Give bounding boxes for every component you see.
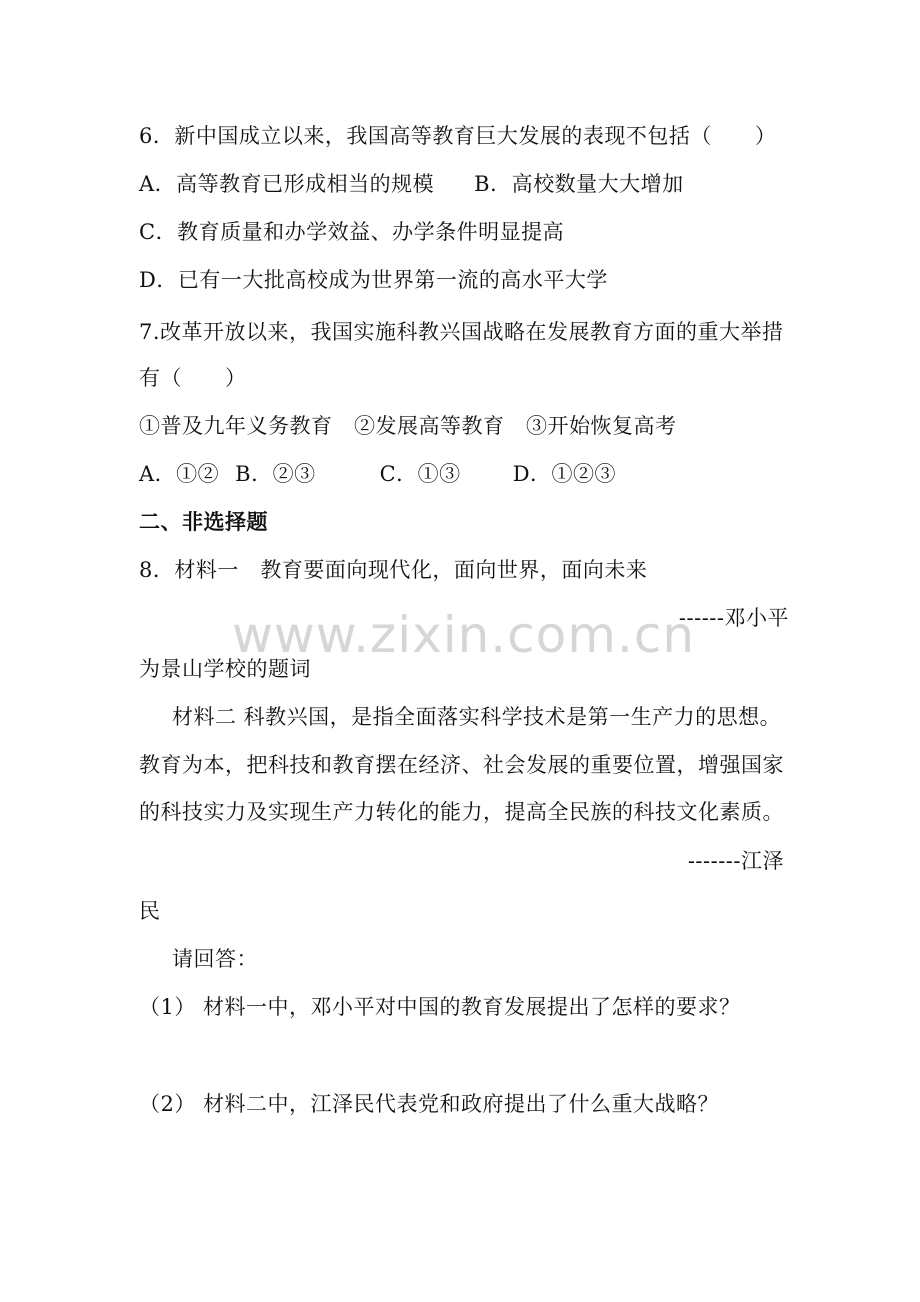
question-6-option-b: B．高校数量大大增加 (474, 172, 684, 196)
question-6-option-c: C．教育质量和办学效益、办学条件明显提高 (139, 220, 565, 244)
question-7-option-b: B．②③ (235, 462, 316, 486)
section-heading: 二、非选择题 (139, 509, 268, 534)
question-7-items: ①普及九年义务教育 ②发展高等教育 ③开始恢复高考 (139, 414, 677, 438)
question-6-options-row-1 (139, 170, 684, 198)
question-6-option-d: D．已有一大批高校成为世界第一流的高水平大学 (139, 268, 608, 292)
material-2-line-1: 材料二 科教兴国，是指全面落实科学技术是第一生产力的思想。 (172, 705, 782, 729)
material-1-note: 为景山学校的题词 (139, 657, 311, 681)
material-2-line-3: 的科技实力及实现生产力转化的能力，提高全民族的科技文化素质。 (139, 800, 784, 824)
sub-question-2: （2） 材料二中，江泽民代表党和政府提出了什么重大战略？ (139, 1092, 720, 1116)
material-2-source-continued: 民 (139, 899, 161, 923)
question-7-options (139, 460, 616, 488)
question-7-option-c: C．①③ (379, 462, 461, 486)
question-6-option-a: A．高等教育已形成相当的规模 (139, 172, 435, 196)
material-2-source: -------江泽 (687, 849, 784, 873)
question-7-stem-line-1: 7.改革开放以来，我国实施科教兴国战略在发展教育方面的重大举措 (139, 320, 784, 344)
material-1-source: ------邓小平 (678, 606, 789, 630)
question-6-stem: 6．新中国成立以来，我国高等教育巨大发展的表现不包括（ ） (139, 124, 777, 148)
question-8-material-1: 8．材料一 教育要面向现代化，面向世界，面向未来 (139, 558, 648, 582)
material-2-line-2: 教育为本，把科技和教育摆在经济、社会发展的重要位置，增强国家 (139, 753, 784, 777)
answer-prompt: 请回答： (172, 947, 258, 971)
question-7-stem-line-2: 有（ ） (139, 366, 247, 390)
watermark: www.zixin.com.cn (232, 606, 696, 664)
question-7-option-a: A．①② (139, 462, 220, 486)
sub-question-1: （1） 材料一中，邓小平对中国的教育发展提出了怎样的要求？ (139, 995, 741, 1019)
question-7-option-d: D．①②③ (512, 462, 617, 486)
